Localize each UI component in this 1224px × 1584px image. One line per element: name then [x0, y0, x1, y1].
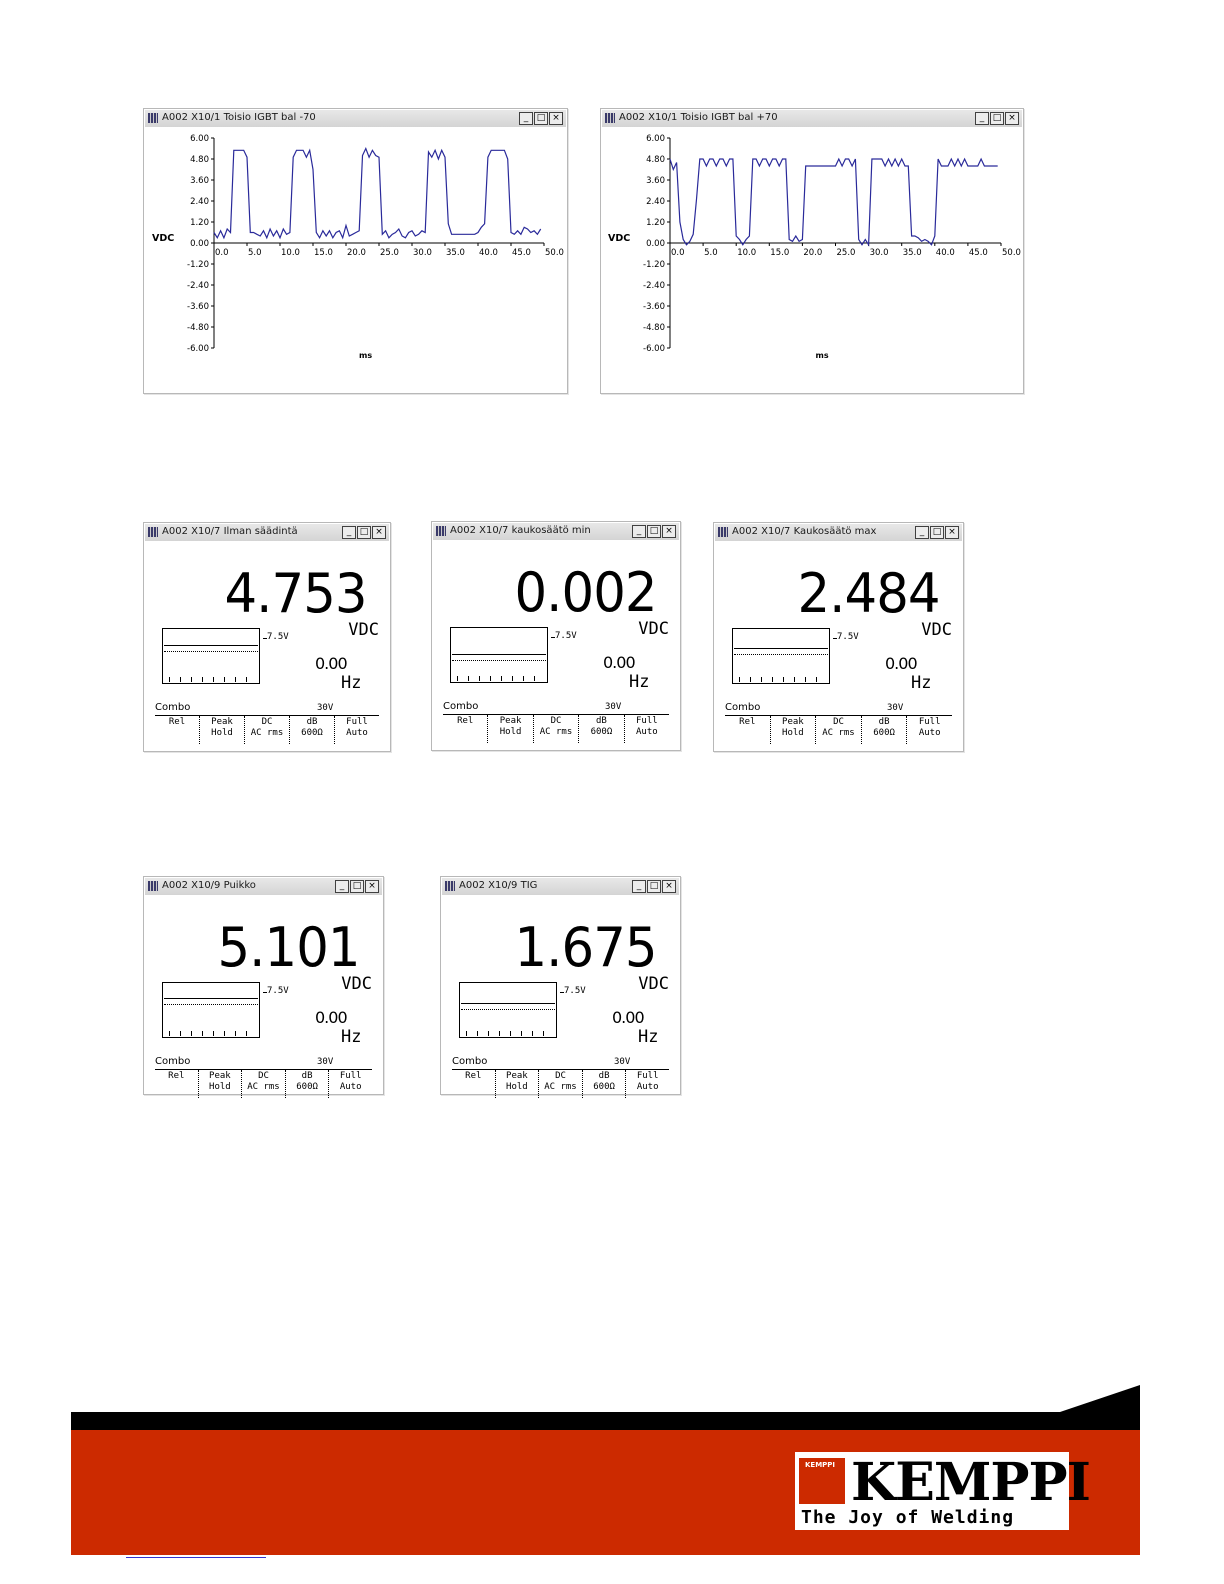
softkey-line2: Auto: [346, 728, 368, 738]
y-tick-label: -6.00: [643, 344, 665, 354]
y-tick-label: -4.80: [187, 323, 209, 333]
y-tick-label: 3.60: [646, 176, 665, 186]
window-title: A002 X10/7 Ilman säädintä: [162, 526, 298, 537]
softkey-full[interactable]: [334, 716, 379, 744]
range-label: 30V: [317, 1057, 334, 1067]
softkey-line2: 600Ω: [873, 728, 895, 738]
frequency-value: 0.00: [315, 1008, 347, 1027]
softkey-bar: [443, 714, 669, 743]
meter-window-1[interactable]: [143, 522, 391, 752]
softkey-db[interactable]: [285, 1070, 329, 1098]
graph-window-1[interactable]: [143, 108, 568, 394]
y-tick-label: -6.00: [187, 344, 209, 354]
maximize-button[interactable]: □: [990, 112, 1004, 125]
bar-graph: [162, 628, 260, 684]
frequency-unit: Hz: [341, 1027, 362, 1047]
title-bar[interactable]: [442, 878, 679, 895]
softkey-line1: DC: [258, 1071, 269, 1081]
close-button[interactable]: ×: [549, 112, 563, 125]
softkey-line2: Hold: [499, 727, 522, 737]
x-axis-label: ms: [815, 351, 829, 360]
y-tick-label: -3.60: [187, 302, 209, 312]
softkey-line2: AC rms: [250, 728, 284, 738]
mode-label: Combo: [155, 1056, 191, 1067]
softkey-line1: Full: [339, 1071, 362, 1081]
time-ticks: [169, 677, 253, 682]
time-ticks: [169, 1031, 253, 1036]
softkey-line1: Peak: [211, 717, 233, 727]
softkey-line2: 600Ω: [296, 1082, 318, 1092]
chart-area: [145, 128, 566, 392]
range-label: 30V: [605, 702, 622, 712]
window-title: A002 X10/7 Kaukosäätö max: [732, 526, 877, 537]
y-tick-label: 1.20: [646, 218, 665, 228]
window-title: A002 X10/1 Toisio IGBT bal -70: [162, 112, 316, 123]
softkey-rel[interactable]: [155, 716, 199, 744]
range-label: 30V: [887, 703, 904, 713]
softkey-line1: Rel: [457, 716, 474, 726]
y-tick-label: 6.00: [646, 134, 665, 144]
y-tick-label: -4.80: [643, 323, 665, 333]
zero-line: [461, 1009, 555, 1010]
frequency-value: 0.00: [885, 654, 917, 673]
minimize-button[interactable]: _: [342, 526, 356, 539]
time-ticks: [457, 676, 541, 681]
window-title: A002 X10/9 TIG: [459, 880, 538, 891]
mode-label: Combo: [452, 1056, 488, 1067]
x-tick-label: 45.0: [512, 248, 531, 258]
close-button[interactable]: ×: [662, 525, 676, 538]
y-tick-label: 4.80: [646, 155, 665, 165]
signal-trace: [734, 648, 828, 649]
maximize-button[interactable]: □: [357, 526, 371, 539]
softkey-line2: Auto: [918, 728, 941, 738]
softkey-line2: AC rms: [544, 1082, 577, 1092]
x-tick-label: 5.0: [248, 248, 262, 258]
footer-link-line: [126, 1557, 266, 1558]
title-bar[interactable]: [602, 110, 1022, 127]
frequency-unit: Hz: [629, 672, 650, 692]
zero-line: [452, 660, 546, 661]
maximize-button[interactable]: □: [350, 880, 364, 893]
softkey-line1: DC: [261, 717, 273, 727]
reading-value: 0.002: [514, 561, 657, 624]
brand-tagline: The Joy of Welding: [801, 1507, 1015, 1528]
softkey-rel[interactable]: [452, 1070, 495, 1098]
softkey-peak[interactable]: [487, 715, 532, 743]
app-icon: [445, 881, 455, 891]
reading-unit: VDC: [638, 974, 669, 994]
x-tick-label: 50.0: [1002, 248, 1021, 258]
close-button[interactable]: ×: [1005, 112, 1019, 125]
y-tick-label: 3.60: [190, 176, 209, 186]
x-tick-label: 25.0: [380, 248, 399, 258]
softkey-line1: Full: [918, 717, 941, 727]
x-tick-label: 30.0: [413, 248, 432, 258]
reading-value: 1.675: [514, 916, 657, 979]
minimize-button[interactable]: _: [335, 880, 349, 893]
app-icon: [148, 881, 158, 891]
softkey-bar: [725, 715, 952, 744]
signal-trace: [164, 645, 258, 646]
y-tick-label: 0.00: [190, 239, 209, 249]
app-icon: [605, 113, 615, 123]
minimize-button[interactable]: _: [915, 526, 929, 539]
softkey-peak[interactable]: [199, 716, 244, 744]
reading-unit: VDC: [348, 620, 379, 640]
title-bar[interactable]: [145, 878, 382, 895]
bar-graph: [459, 982, 557, 1038]
minimize-button[interactable]: _: [975, 112, 989, 125]
meter-display: [145, 542, 389, 750]
maximize-button[interactable]: □: [534, 112, 548, 125]
zero-line: [164, 651, 258, 652]
frequency-value: 0.00: [603, 653, 635, 672]
frequency-unit: Hz: [638, 1027, 659, 1047]
app-icon: [148, 527, 158, 537]
meter-window-4[interactable]: [143, 876, 384, 1095]
softkey-bar: [452, 1069, 669, 1098]
minimize-button[interactable]: _: [632, 525, 646, 538]
title-bar[interactable]: [715, 524, 962, 541]
softkey-line1: dB: [598, 1071, 610, 1081]
x-tick-label: 0.0: [215, 248, 229, 258]
y-tick-label: 0.00: [646, 239, 665, 249]
softkey-dc[interactable]: [533, 715, 578, 743]
softkey-line1: DC: [550, 716, 562, 726]
x-tick-label: 10.0: [281, 248, 300, 258]
softkey-db[interactable]: [578, 715, 623, 743]
softkey-line1: dB: [596, 716, 607, 726]
time-ticks: [466, 1031, 550, 1036]
signal-trace: [452, 654, 546, 655]
x-tick-label: 0.0: [671, 248, 685, 258]
softkey-line1: Full: [636, 1071, 659, 1081]
softkey-db[interactable]: [861, 716, 907, 744]
meter-display: [442, 896, 679, 1093]
softkey-line2: AC rms: [247, 1082, 280, 1092]
y-tick-label: -1.20: [187, 260, 209, 270]
chart-area: [602, 128, 1022, 392]
softkey-rel[interactable]: [725, 716, 770, 744]
bar-graph: [450, 627, 548, 683]
softkey-peak[interactable]: [495, 1070, 539, 1098]
meter-display: [433, 541, 679, 749]
softkey-line1: dB: [878, 717, 890, 727]
signal-trace: [164, 998, 258, 999]
window-title: A002 X10/1 Toisio IGBT bal +70: [619, 112, 778, 123]
x-tick-label: 35.0: [446, 248, 465, 258]
x-tick-label: 30.0: [869, 248, 889, 258]
softkey-line1: Peak: [506, 1071, 528, 1081]
y-tick-label: 2.40: [190, 197, 209, 207]
frequency-unit: Hz: [911, 673, 932, 693]
y-tick-label: 6.00: [190, 134, 209, 144]
softkey-dc[interactable]: [241, 1070, 285, 1098]
softkey-line2: Hold: [506, 1082, 528, 1092]
softkey-full[interactable]: [625, 1070, 669, 1098]
meter-window-3[interactable]: [713, 522, 964, 752]
softkey-line1: dB: [306, 717, 318, 727]
y-axis-label: VDC: [608, 233, 631, 244]
close-button[interactable]: ×: [372, 526, 386, 539]
brand-name: KEMPPI: [851, 1452, 1090, 1513]
y-tick-label: 1.20: [190, 218, 209, 228]
softkey-full[interactable]: [328, 1070, 372, 1098]
x-axis-label: ms: [359, 351, 373, 360]
scale-label: 7.5V: [267, 986, 289, 996]
softkey-line1: DC: [555, 1071, 566, 1081]
frequency-unit: Hz: [341, 673, 362, 693]
minimize-button[interactable]: _: [632, 880, 646, 893]
meter-window-2[interactable]: [431, 521, 681, 751]
softkey-line2: Hold: [209, 1082, 231, 1092]
minimize-button[interactable]: _: [519, 112, 533, 125]
scale-label: 7.5V: [555, 631, 577, 641]
footer-dark-band: [71, 1412, 1081, 1430]
softkey-rel[interactable]: [155, 1070, 198, 1098]
softkey-line1: Rel: [168, 1071, 185, 1081]
line-chart: [145, 128, 566, 392]
softkey-line1: DC: [833, 717, 844, 727]
x-tick-label: 40.0: [935, 248, 955, 258]
reading-unit: VDC: [341, 974, 372, 994]
x-tick-label: 10.0: [737, 248, 757, 258]
y-tick-label: -1.20: [643, 260, 665, 270]
frequency-value: 0.00: [612, 1008, 644, 1027]
softkey-line2: Auto: [635, 727, 658, 737]
softkey-dc[interactable]: [815, 716, 861, 744]
reading-unit: VDC: [921, 620, 952, 640]
y-tick-label: -2.40: [643, 281, 665, 291]
y-axis-label: VDC: [152, 233, 175, 244]
softkey-peak[interactable]: [198, 1070, 242, 1098]
x-tick-label: 15.0: [770, 248, 790, 258]
maximize-button[interactable]: □: [647, 525, 661, 538]
reading-value: 4.753: [224, 562, 367, 625]
softkey-line2: Auto: [636, 1082, 659, 1092]
frequency-value: 0.00: [315, 654, 347, 673]
reading-value: 2.484: [797, 562, 940, 625]
scale-label: 7.5V: [564, 986, 586, 996]
app-icon: [718, 527, 728, 537]
softkey-line1: Full: [635, 716, 658, 726]
app-icon: [436, 526, 446, 536]
softkey-line2: 600Ω: [301, 728, 323, 738]
title-bar[interactable]: [145, 110, 566, 127]
y-tick-label: 2.40: [646, 197, 665, 207]
mode-label: Combo: [725, 702, 761, 713]
graph-window-2[interactable]: [600, 108, 1024, 394]
softkey-line1: Rel: [739, 717, 756, 727]
maximize-button[interactable]: □: [647, 880, 661, 893]
x-tick-label: 15.0: [314, 248, 333, 258]
kemppi-badge-icon: KEMPPI: [799, 1458, 845, 1504]
scale-label: 7.5V: [267, 632, 289, 642]
softkey-line1: Rel: [465, 1071, 482, 1081]
bar-graph: [732, 628, 830, 684]
softkey-peak[interactable]: [770, 716, 816, 744]
maximize-button[interactable]: □: [930, 526, 944, 539]
softkey-line1: Peak: [209, 1071, 231, 1081]
x-tick-label: 40.0: [479, 248, 498, 258]
app-icon: [148, 113, 158, 123]
range-label: 30V: [317, 703, 334, 713]
softkey-db[interactable]: [582, 1070, 626, 1098]
softkey-line2: Hold: [782, 728, 804, 738]
softkey-line2: 600Ω: [590, 727, 613, 737]
series-line: [214, 149, 541, 238]
softkey-line2: 600Ω: [593, 1082, 615, 1092]
time-ticks: [739, 677, 823, 682]
zero-line: [164, 1004, 258, 1005]
softkey-line1: Rel: [168, 717, 186, 727]
series-line: [670, 159, 998, 245]
title-bar[interactable]: [145, 524, 389, 541]
kemppi-logo: [795, 1452, 1090, 1530]
softkey-dc[interactable]: [244, 716, 289, 744]
softkey-line2: Hold: [211, 728, 233, 738]
x-tick-label: 35.0: [902, 248, 922, 258]
softkey-dc[interactable]: [538, 1070, 582, 1098]
softkey-line2: AC rms: [539, 727, 573, 737]
softkey-db[interactable]: [289, 716, 334, 744]
softkey-line1: Peak: [782, 717, 804, 727]
meter-display: [715, 542, 962, 750]
close-button[interactable]: ×: [365, 880, 379, 893]
window-title: A002 X10/7 kaukosäätö min: [450, 525, 591, 536]
softkey-line1: Peak: [499, 716, 522, 726]
signal-trace: [461, 1003, 555, 1004]
softkey-full[interactable]: [906, 716, 952, 744]
line-chart: [602, 128, 1022, 392]
title-bar[interactable]: [433, 523, 679, 540]
zero-line: [734, 654, 828, 655]
reading-value: 5.101: [217, 916, 360, 979]
mode-label: Combo: [443, 701, 479, 712]
close-button[interactable]: ×: [662, 880, 676, 893]
scale-label: 7.5V: [837, 632, 859, 642]
range-label: 30V: [614, 1057, 631, 1067]
softkey-line2: AC rms: [822, 728, 855, 738]
y-tick-label: -2.40: [187, 281, 209, 291]
softkey-line1: dB: [301, 1071, 313, 1081]
softkey-line1: Full: [346, 717, 368, 727]
x-tick-label: 50.0: [545, 248, 564, 258]
softkey-line2: Auto: [339, 1082, 362, 1092]
meter-display: [145, 896, 382, 1093]
mode-label: Combo: [155, 702, 191, 713]
window-title: A002 X10/9 Puikko: [162, 880, 256, 891]
x-tick-label: 25.0: [836, 248, 856, 258]
x-tick-label: 20.0: [347, 248, 366, 258]
x-tick-label: 5.0: [704, 248, 718, 258]
y-tick-label: 4.80: [190, 155, 209, 165]
meter-window-5[interactable]: [440, 876, 681, 1095]
close-button[interactable]: ×: [945, 526, 959, 539]
softkey-full[interactable]: [624, 715, 669, 743]
bar-graph: [162, 982, 260, 1038]
softkey-bar: [155, 715, 379, 744]
softkey-rel[interactable]: [443, 715, 487, 743]
y-tick-label: -3.60: [643, 302, 665, 312]
softkey-bar: [155, 1069, 372, 1098]
reading-unit: VDC: [638, 619, 669, 639]
x-tick-label: 20.0: [803, 248, 823, 258]
x-tick-label: 45.0: [968, 248, 988, 258]
